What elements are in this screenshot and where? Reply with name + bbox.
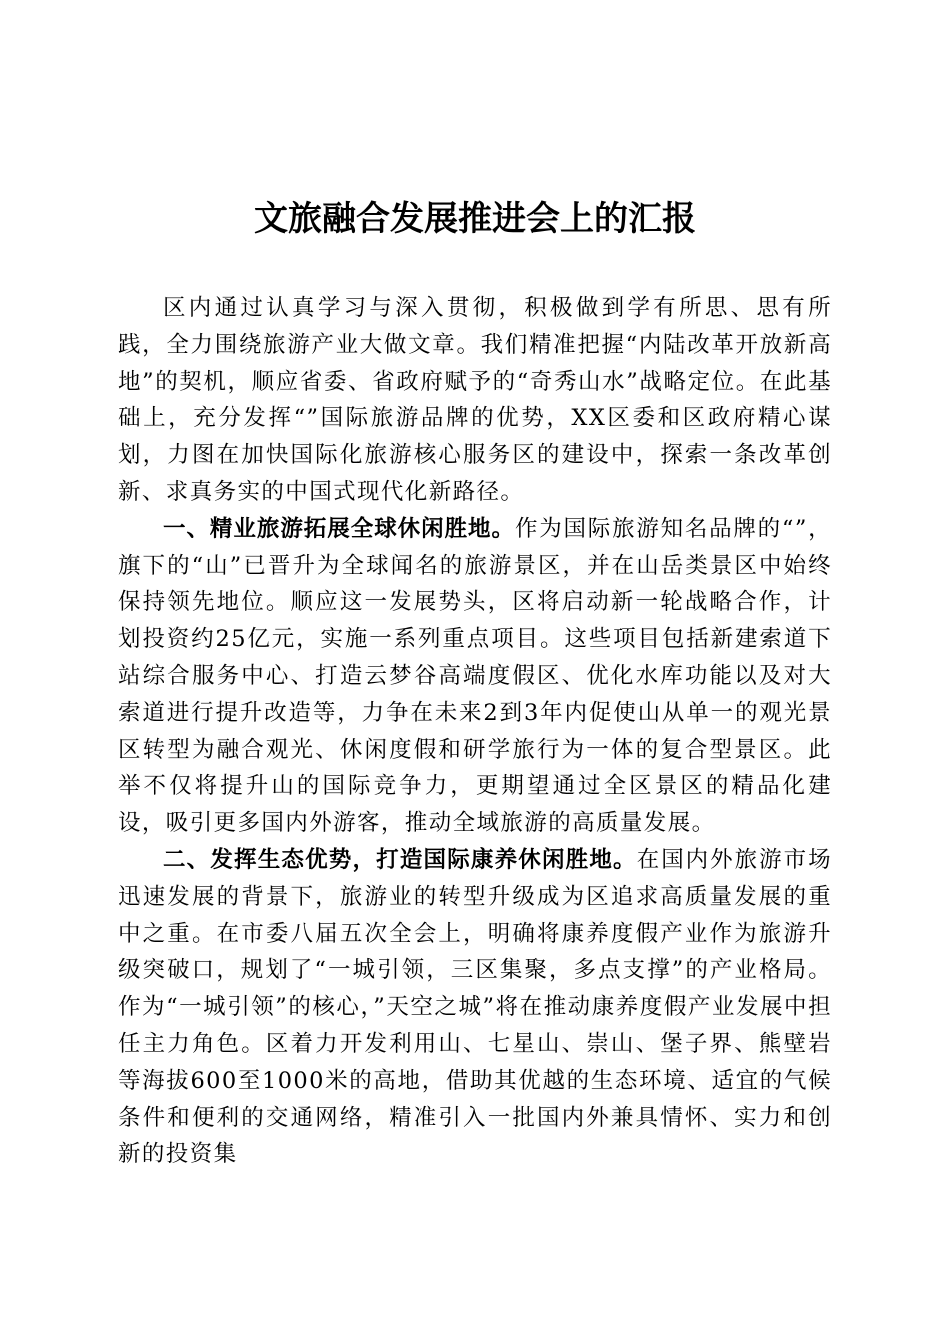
section-one-text: 作为国际旅游知名品牌的“”，旗下的“山”已晋升为全球闻名的旅游景区，并在山岳类景区中始终保持领先地位。顺应这一发展势头，区将启动新一轮战略合作，计划投资约25亿元，实施一系列重点项目。这些项目包括新建索道下站综合服务中心、打造云梦谷高端度假区、优化水库功能以及对大索道进行提升改造等，力争在未来2到3年内促使山从单一的观光景区转型为融合观光、休闲度假和研学旅行为一体的复合型景区。此举不仅将提升山的国际竞争力，更期望通过全区景区的精品化建设，吸引更多国内外游客，推动全域旅游的高质量发展。 [118, 515, 832, 837]
section-two-heading: 二、发挥生态优势，打造国际康养休闲胜地。 [163, 846, 637, 873]
section-one-paragraph [118, 511, 832, 842]
section-two-paragraph [118, 842, 832, 1173]
section-two-text: 在国内外旅游市场迅速发展的背景下，旅游业的转型升级成为区追求高质量发展的重中之重。在市委八届五次全会上，明确将康养度假产业作为旅游升级突破口，规划了“一城引领，三区集聚，多点支撑”的产业格局。作为“一城引领”的核心，”天空之城”将在推动康养度假产业发展中担任主力角色。区着力开发利用山、七星山、崇山、堡子界、熊壁岩等海拔600至1000米的高地，借助其优越的生态环境、适宜的气候条件和便利的交通网络，精准引入一批国内外兼具情怀、实力和创新的投资集 [118, 846, 832, 1168]
document-body [118, 290, 832, 1173]
section-one-heading: 一、精业旅游拓展全球休闲胜地。 [163, 515, 515, 542]
document-title: 文旅融合发展推进会上的汇报 [254, 199, 696, 239]
intro-paragraph [118, 290, 832, 511]
intro-paragraph-text: 区内通过认真学习与深入贯彻，积极做到学有所思、思有所践，全力围绕旅游产业大做文章。我们精准把握“内陆改革开放新高地”的契机，顺应省委、省政府赋予的“奇秀山水”战略定位。在此基础上，充分发挥“”国际旅游品牌的优势，XX区委和区政府精心谋划，力图在加快国际化旅游核心服务区的建设中，探索一条改革创新、求真务实的中国式现代化新路径。 [118, 295, 832, 505]
